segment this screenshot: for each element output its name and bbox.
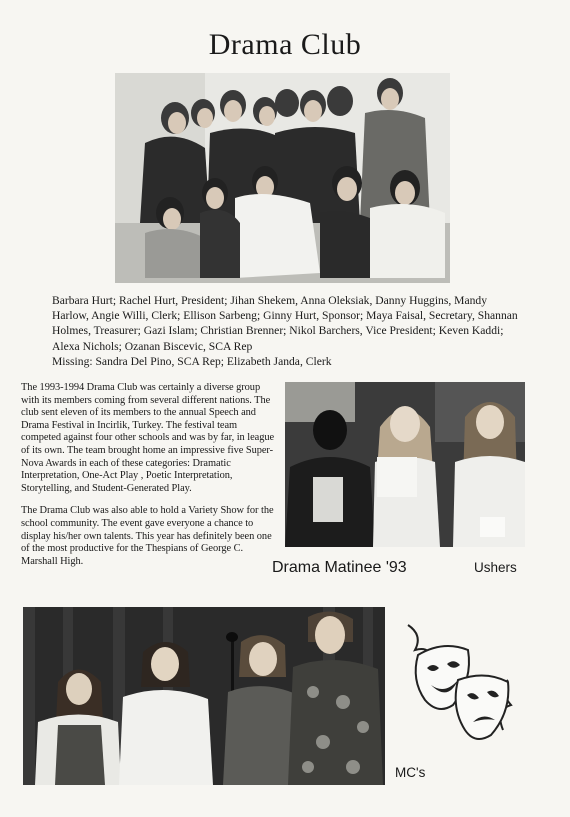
mcs-photo <box>23 607 385 785</box>
member-list: Barbara Hurt; Rachel Hurt, President; Jihan Shekem, Anna Oleksiak, Danny Huggins, Mandy Harlow, Angie Willi, Clerk; Ellison Sarbeng; Ginny Hurt, Sponsor; Maya Faisal, Secretary, Shannan Holmes, Treasurer; Gazi Islam; Christian Brenner; Nikol Barchers, Vice President; Keven Kaddi; Alexa Nichols; Ozanan Biscevic, SCA Rep <box>52 294 518 353</box>
group-photo <box>115 73 450 283</box>
missing-members: Missing: Sandra Del Pino, SCA Rep; Elizabeth Janda, Clerk <box>52 354 332 368</box>
ushers-photo <box>285 382 525 547</box>
mcs-label: MC's <box>395 765 426 780</box>
article-text <box>21 382 279 578</box>
drama-matinee-label: Drama Matinee '93 <box>272 559 407 576</box>
ushers-label: Ushers <box>474 560 517 575</box>
article-paragraph-1: The 1993-1994 Drama Club was certainly a diverse group with its members coming from several different nations. The club sent eleven of its members to the annual Speech and Drama Festival in Incirlik, Turkey. The festival team competed against four other schools and was by far, in league of its own. The team brought home an impressive five Super-Nova Awards in each of these categories: Dramatic Interpretation, One-Act Play , Poetic Interpretation, Storytelling, and Student-Generated Play. <box>21 382 275 494</box>
article-paragraph-2: The Drama Club was also able to hold a Variety Show for the school community. The event gave everyone a chance to display his/her own talents. This year has definitely been one of the most productive for the Thespians of George C. Marshall High. <box>21 505 274 567</box>
page-title: Drama Club <box>208 28 362 61</box>
member-caption <box>52 293 522 369</box>
theater-masks-icon <box>403 620 521 750</box>
